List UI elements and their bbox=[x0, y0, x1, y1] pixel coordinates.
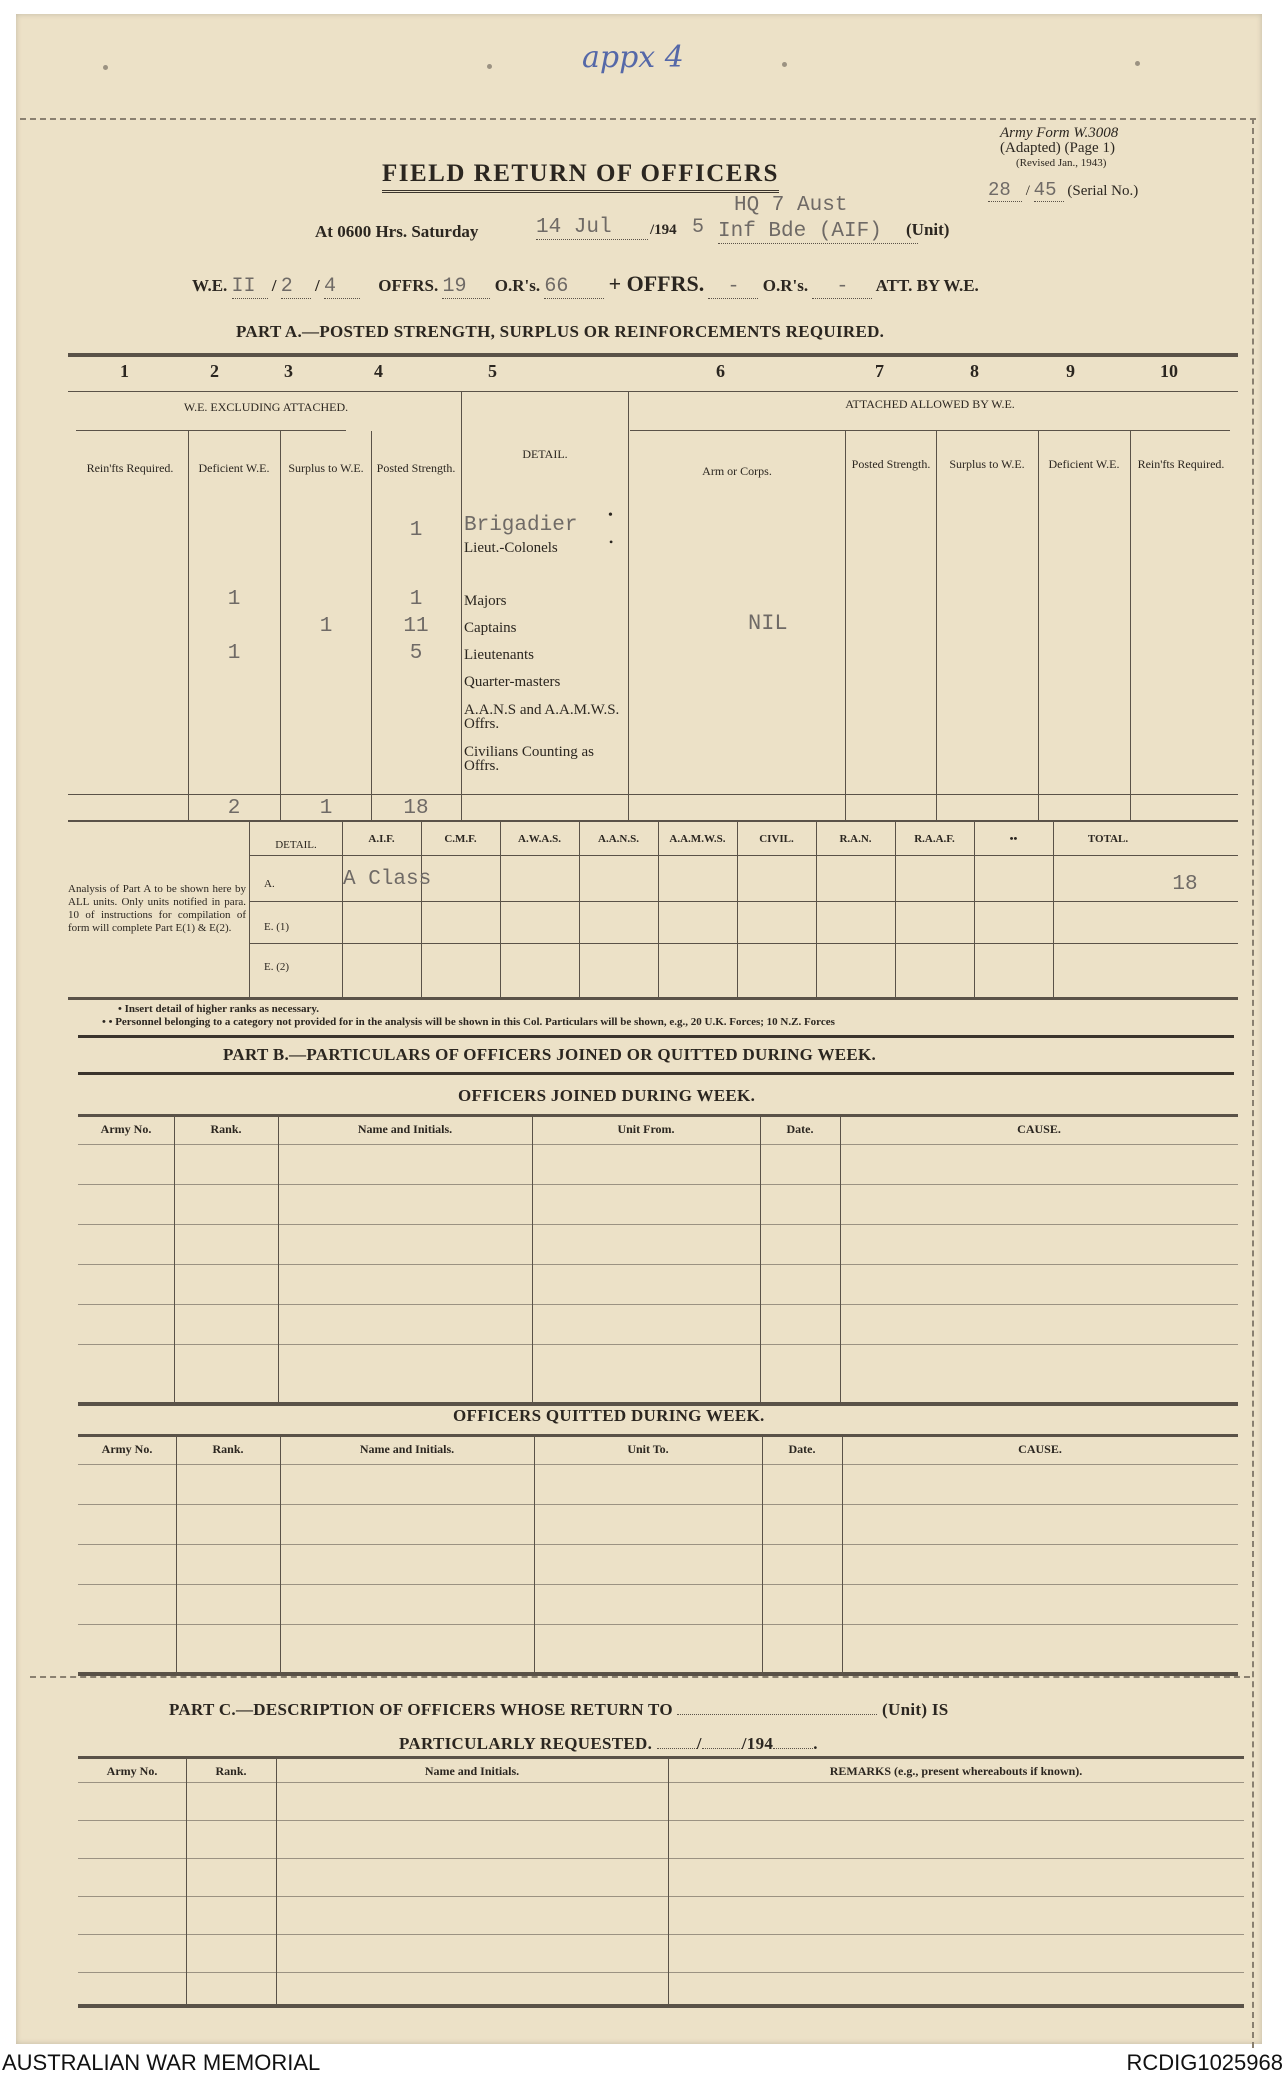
analysis-a-total: 18 bbox=[1172, 873, 1198, 896]
header-att-posted: Posted Strength. bbox=[851, 457, 931, 471]
total-posted: 18 bbox=[403, 797, 429, 820]
table-column-header: Rank. bbox=[212, 1442, 244, 1456]
perforation-line-side bbox=[1252, 118, 1254, 2048]
unit-label: (Unit) bbox=[906, 220, 950, 239]
detail-row-label: Lieut.-Colonels bbox=[464, 540, 558, 556]
detail-row-label: Brigadier bbox=[464, 514, 578, 537]
analysis-column-header: •• bbox=[1009, 833, 1018, 845]
offrs-value: 19 bbox=[442, 275, 490, 299]
table-column-header: Name and Initials. bbox=[357, 1122, 453, 1136]
column-number: 7 bbox=[875, 361, 884, 381]
plus-offrs-label: + OFFRS. bbox=[608, 271, 705, 296]
header-surplus: Surplus to W.E. bbox=[288, 461, 364, 475]
footnote-2: • • Personnel belonging to a category not provided for in the analysis will be shown in this Col. Particulars will be shown, e.g., 20 U.K. Forces; 10 N.Z. Forces bbox=[102, 1016, 835, 1028]
part-c-table bbox=[78, 1756, 1244, 2006]
at-line-prefix: At 0600 Hrs. Saturday bbox=[315, 222, 479, 241]
detail-row-deficient: 1 bbox=[227, 588, 241, 611]
header-att-surplus: Surplus to W.E. bbox=[949, 457, 1025, 471]
analysis-row-label: E. (2) bbox=[264, 961, 290, 973]
column-number: 9 bbox=[1066, 361, 1075, 381]
we-excluding-label: W.E. EXCLUDING ATTACHED. bbox=[183, 400, 349, 414]
table-column-header: Date. bbox=[786, 1122, 814, 1136]
form-revised: (Revised Jan., 1943) bbox=[1016, 157, 1107, 169]
column-number: 2 bbox=[210, 361, 219, 381]
form-sheet bbox=[16, 14, 1262, 2044]
we-value-3: 4 bbox=[324, 275, 360, 299]
form-number: Army Form W.3008 bbox=[1000, 125, 1119, 141]
total-surplus: 1 bbox=[319, 797, 333, 820]
we-value-1: II bbox=[232, 275, 268, 299]
table-column-header: Name and Initials. bbox=[424, 1764, 520, 1778]
asterisk-mark: • bbox=[609, 535, 614, 549]
header-posted: Posted Strength. bbox=[376, 461, 456, 475]
serial-label: (Serial No.) bbox=[1067, 183, 1139, 199]
detail-row-posted: 1 bbox=[409, 588, 423, 611]
part-b-heading-rule bbox=[78, 1072, 1234, 1075]
header-att-deficient: Deficient W.E. bbox=[1048, 457, 1120, 471]
serial-number: 28 / 45 (Serial No.) bbox=[988, 179, 1139, 201]
part-c-suffix: (Unit) IS bbox=[882, 1700, 949, 1719]
part-c-requested: PARTICULARLY REQUESTED. bbox=[399, 1734, 653, 1753]
part-b-top-rule bbox=[78, 1035, 1234, 1038]
quitted-table bbox=[78, 1434, 1238, 1674]
table-column-header: CAUSE. bbox=[1018, 1442, 1062, 1456]
part-a-table bbox=[68, 353, 1240, 998]
punch-hole bbox=[103, 65, 108, 70]
detail-row-surplus: 1 bbox=[319, 615, 333, 638]
column-number: 8 bbox=[970, 361, 979, 381]
total-deficient: 2 bbox=[227, 797, 241, 820]
ors-value: 66 bbox=[544, 275, 604, 299]
punch-hole bbox=[487, 64, 492, 69]
column-number: 4 bbox=[374, 361, 383, 381]
handwritten-note: appx 4 bbox=[582, 40, 684, 75]
at-line-date: 14 Jul bbox=[536, 216, 648, 240]
header-att-reinfts: Rein'fts Required. bbox=[1137, 457, 1225, 471]
part-c-year: /194 bbox=[741, 1734, 774, 1753]
ors2-label: O.R's. bbox=[762, 276, 809, 295]
form-reference bbox=[1000, 126, 1200, 171]
analysis-column-header: CIVIL. bbox=[759, 833, 794, 845]
table-column-header: Unit To. bbox=[627, 1442, 669, 1456]
punch-hole bbox=[1135, 61, 1140, 66]
header-deficient: Deficient W.E. bbox=[198, 461, 270, 475]
header-arm-corps: Arm or Corps. bbox=[702, 464, 772, 478]
table-column-header: Date. bbox=[788, 1442, 816, 1456]
table-column-header: Name and Initials. bbox=[359, 1442, 455, 1456]
analysis-note: Analysis of Part A to be shown here by ALL units. Only units notified in para. 10 of instructions for compilation of form will complete Part E(1) & E(2). bbox=[68, 883, 246, 934]
at-line-year-digit: 5 bbox=[692, 216, 705, 239]
table-column-header: Unit From. bbox=[617, 1122, 675, 1136]
perforation-line bbox=[20, 118, 1256, 120]
unit-bottom: Inf Bde (AIF) bbox=[718, 220, 918, 244]
footer-left: AUSTRALIAN WAR MEMORIAL bbox=[2, 2050, 321, 2075]
column-number: 6 bbox=[716, 361, 725, 381]
detail-row-label: Quarter-masters bbox=[464, 674, 561, 690]
joined-heading: OFFICERS JOINED DURING WEEK. bbox=[458, 1086, 756, 1105]
detail-row-posted: 1 bbox=[409, 519, 423, 542]
detail-row-label: Civilians Counting as Offrs. bbox=[464, 744, 595, 774]
attached-label: ATTACHED ALLOWED BY W.E. bbox=[845, 397, 1015, 411]
part-c-line-2: PARTICULARLY REQUESTED. / /194 . bbox=[399, 1734, 818, 1753]
analysis-column-header: A.I.F. bbox=[368, 833, 395, 845]
table-column-header: Army No. bbox=[106, 1764, 158, 1778]
we-label: W.E. bbox=[192, 276, 228, 295]
analysis-column-header: A.A.M.W.S. bbox=[669, 833, 726, 845]
detail-row-label: Lieutenants bbox=[464, 647, 534, 663]
analysis-row-label: A. bbox=[264, 878, 275, 890]
we-value-2: 2 bbox=[281, 275, 311, 299]
detail-row-label: A.A.N.S and A.A.M.W.S. Offrs. bbox=[464, 702, 620, 732]
detail-row-posted: 5 bbox=[409, 642, 423, 665]
detail-row-posted: 11 bbox=[403, 615, 429, 638]
part-a-heading: PART A.—POSTED STRENGTH, SURPLUS OR REINFORCEMENTS REQUIRED. bbox=[236, 322, 885, 341]
page-title: FIELD RETURN OF OFFICERS bbox=[382, 160, 779, 193]
we-line: W.E. II / 2 / 4 OFFRS. 19 O.R's. 66 + OFFRS. - O.R's. - ATT. BY W.E. bbox=[192, 271, 979, 298]
analysis-row-label: E. (1) bbox=[264, 921, 290, 933]
detail-row-deficient: 1 bbox=[227, 642, 241, 665]
analysis-detail-label: DETAIL. bbox=[275, 839, 317, 851]
column-number: 3 bbox=[284, 361, 293, 381]
quitted-heading: OFFICERS QUITTED DURING WEEK. bbox=[453, 1406, 765, 1425]
part-b-heading: PART B.—PARTICULARS OF OFFICERS JOINED OR QUITTED DURING WEEK. bbox=[223, 1045, 877, 1064]
plus-offrs-value: - bbox=[708, 275, 758, 299]
offrs-label: OFFRS. bbox=[378, 276, 439, 295]
form-adapted: (Adapted) (Page 1) bbox=[1000, 140, 1115, 156]
serial-value-2: 45 bbox=[1034, 179, 1064, 202]
footnote-1: • Insert detail of higher ranks as necessary. bbox=[118, 1003, 320, 1015]
column-number: 5 bbox=[488, 361, 497, 381]
detail-row-label: Majors bbox=[464, 593, 507, 609]
analysis-a-class: A Class bbox=[343, 868, 432, 891]
asterisk-mark: • bbox=[608, 508, 613, 523]
footer-right: RCDIG1025968 bbox=[1126, 2050, 1283, 2075]
analysis-column-header: A.W.A.S. bbox=[518, 833, 561, 845]
unit-top: HQ 7 Aust bbox=[734, 194, 848, 217]
table-column-header: Army No. bbox=[101, 1442, 153, 1456]
column-number: 10 bbox=[1160, 361, 1178, 381]
table-column-header: REMARKS (e.g., present whereabouts if known). bbox=[829, 1764, 1083, 1778]
analysis-column-header: R.A.N. bbox=[839, 833, 872, 845]
serial-value-1: 28 bbox=[988, 179, 1022, 202]
perforation-line-part-c bbox=[30, 1676, 1250, 1678]
table-column-header: Army No. bbox=[100, 1122, 152, 1136]
at-line-year-label: /194 bbox=[650, 222, 677, 238]
analysis-column-header: R.A.A.F. bbox=[914, 833, 955, 845]
analysis-column-header: TOTAL. bbox=[1087, 833, 1129, 845]
analysis-column-header: A.A.N.S. bbox=[598, 833, 639, 845]
joined-table bbox=[78, 1114, 1238, 1404]
attached-nil: NIL bbox=[748, 611, 788, 636]
ors-label: O.R's. bbox=[494, 276, 541, 295]
part-c-line-1 bbox=[169, 1700, 949, 1720]
column-number: 1 bbox=[120, 361, 129, 381]
detail-row-label: Captains bbox=[464, 620, 517, 636]
punch-hole bbox=[782, 62, 787, 67]
table-column-header: Rank. bbox=[210, 1122, 242, 1136]
table-column-header: CAUSE. bbox=[1017, 1122, 1061, 1136]
header-detail: DETAIL. bbox=[522, 447, 568, 461]
att-label: ATT. BY W.E. bbox=[875, 276, 979, 295]
table-column-header: Rank. bbox=[215, 1764, 247, 1778]
analysis-column-header: C.M.F. bbox=[444, 833, 477, 845]
header-reinfts: Rein'fts Required. bbox=[86, 461, 174, 475]
ors2-value: - bbox=[812, 275, 872, 299]
part-c-prefix: PART C.—DESCRIPTION OF OFFICERS WHOSE RETURN TO bbox=[169, 1700, 673, 1719]
